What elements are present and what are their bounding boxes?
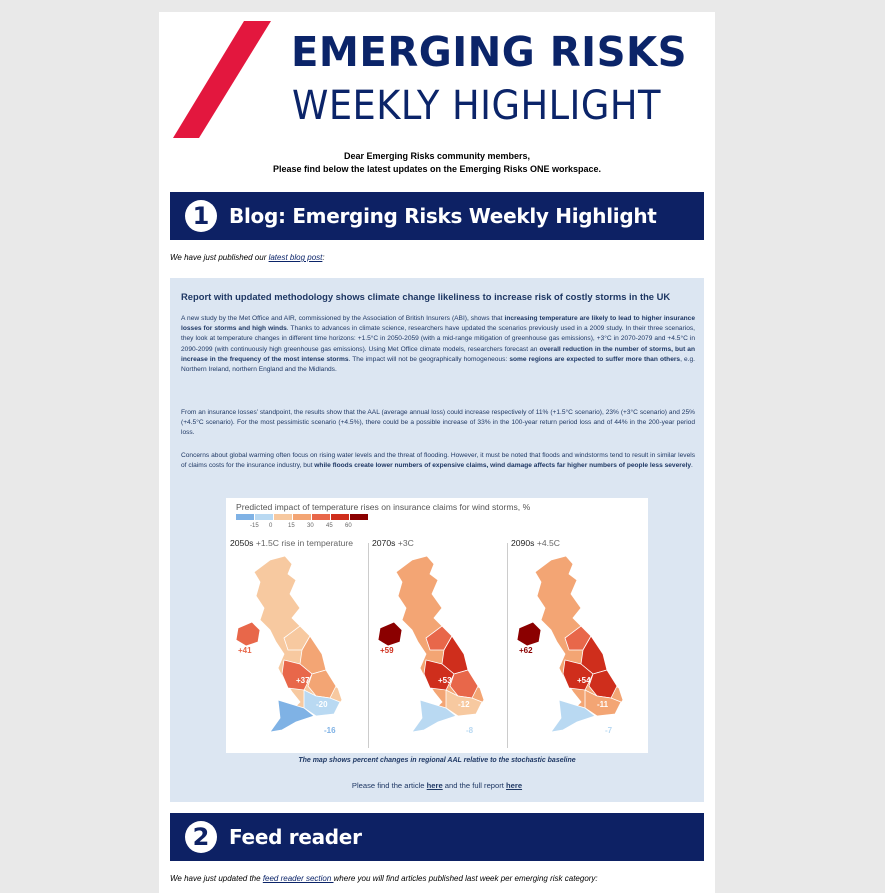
bold-text: increasing temperature are likely to lead to higher insurance losses for storms and high winds <box>181 315 695 333</box>
red-slash-logo <box>159 12 279 142</box>
blog-paragraph-1 <box>181 314 695 375</box>
region-value-label: +41 <box>238 646 252 655</box>
greeting-line2: Please find below the latest updates on the Emerging Risks ONE workspace. <box>272 164 602 174</box>
find-article-line: Please find the article here and the full report here <box>351 781 523 790</box>
region-value-label: -16 <box>324 726 336 735</box>
text-run: Concerns about global warming often focus on rising water levels and the threat of flooding. However, it must be noted that floods and windstorms tend to result in similar levels of claims costs for the insurance industry, but <box>181 452 695 470</box>
legend-swatch <box>293 514 311 520</box>
text-run: A new study by the Met Office and AIR, commissioned by the Association of British Insurers (ABI), shows that <box>181 315 505 322</box>
map-panel-2050s <box>230 538 366 748</box>
text-run: . Thanks to advances in climate science, researchers have updated the scenarios previously used in a 2009 study. In their three scenarios, they look at temperature changes in different time horizons: +1.5°C in 2050-2059 (with a mid-range mitigation of greenhouse gas emissions), +3°C in 2070-2079 and +4.5°C in 2090-2099 (with continuously high greenhouse gas emissions). Using Met Office climate models, researchers forecast an <box>181 325 695 353</box>
text-run: . <box>691 462 693 470</box>
panel-scenario: +1.5C rise in temperature <box>255 538 354 548</box>
legend-swatch <box>255 514 273 520</box>
bold-text: overall reduction in the number of storms, but an increase in the frequency of the most intense storms <box>181 345 696 363</box>
bold-text: some regions are expected to suffer more than others <box>509 355 681 363</box>
map-panel-label <box>372 538 414 548</box>
region-value-label: +62 <box>519 646 533 655</box>
panel-period: 2090s <box>511 538 537 548</box>
color-legend <box>236 514 369 520</box>
legend-tick-label: 15 <box>288 523 295 529</box>
legend-tick-label: 0 <box>269 523 273 529</box>
region-value-label: -20 <box>316 700 328 709</box>
newsletter-page <box>159 12 715 893</box>
blog-post-box <box>170 278 704 802</box>
greeting <box>159 150 715 176</box>
blog-heading: Report with updated methodology shows climate change likeliness to increase risk of costly storms in the UK <box>181 291 671 302</box>
region-value-label: +54 <box>577 676 591 685</box>
section-title: Blog: Emerging Risks Weekly Highlight <box>229 204 657 228</box>
figure-caption: The map shows percent changes in regional AAL relative to the stochastic baseline <box>298 757 576 764</box>
full-report-link[interactable]: here <box>506 781 523 790</box>
legend-swatch <box>236 514 254 520</box>
map-panel-2070s <box>372 538 508 748</box>
section-banner-feed-reader <box>170 813 704 861</box>
panel-scenario: +3C <box>397 538 414 548</box>
feed-reader-intro: We have just updated the feed reader section where you will find articles published last week per emerging risk category: <box>170 874 598 883</box>
legend-tick-label: 45 <box>326 523 333 529</box>
map-panel-label <box>230 538 353 548</box>
blog-paragraph-3 <box>181 451 695 471</box>
figure-title: Predicted impact of temperature rises on insurance claims for wind storms, % <box>236 502 531 512</box>
header-title-line1: EMERGING RISKS <box>291 28 688 76</box>
feed-reader-section-link[interactable]: feed reader section <box>262 874 334 883</box>
legend-tick-label: 30 <box>307 523 314 529</box>
panel-divider <box>368 543 369 748</box>
latest-blog-post-link[interactable]: latest blog post <box>268 253 323 262</box>
panel-period: 2070s <box>372 538 398 548</box>
wind-storm-maps-figure <box>226 498 648 753</box>
section-title: Feed reader <box>229 825 362 849</box>
section-banner-blog <box>170 192 704 240</box>
greeting-line1: Dear Emerging Risks community members, <box>343 151 531 161</box>
region-value-label: -8 <box>466 726 474 735</box>
region-value-label: -7 <box>605 726 613 735</box>
legend-swatch <box>312 514 330 520</box>
section-number-badge: 2 <box>185 821 217 853</box>
bold-text: while floods create lower numbers of expensive claims, wind damage affects far higher numbers of people less severely <box>314 462 691 470</box>
article-link[interactable]: here <box>426 781 443 790</box>
legend-tick-label: 60 <box>345 523 352 529</box>
blog-paragraph-2: From an insurance losses’ standpoint, the results show that the AAL (average annual loss) could increase respectively of 11% (+1.5°C scenario), 23% (+3°C scenario) and 25% (+4.5°C scenario). For the most pessimistic scenario (+4.5%), there could be a possible increase of 33% in the 100-year return period loss and of 44% in the 200-year period loss. <box>181 409 695 437</box>
map-panel-2090s <box>511 538 647 748</box>
text-run: . The impact will not be geographically homogeneous: <box>348 355 510 363</box>
legend-swatch <box>331 514 349 520</box>
section-number-badge: 1 <box>185 200 217 232</box>
region-value-label: +59 <box>380 646 394 655</box>
text-run: , e.g. Northern Ireland, northern England and the Midlands. <box>181 355 695 374</box>
region-value-label: +37 <box>296 676 310 685</box>
newsletter-header <box>159 12 715 152</box>
region-value-label: -11 <box>597 700 609 709</box>
legend-swatch <box>350 514 368 520</box>
legend-swatch <box>274 514 292 520</box>
blog-intro: We have just published our latest blog post: <box>170 253 325 262</box>
region-value-label: -12 <box>458 700 470 709</box>
map-panel-label <box>511 538 560 548</box>
legend-tick-label: -15 <box>250 523 259 529</box>
panel-period: 2050s <box>230 538 256 548</box>
header-title-line2: WEEKLY HIGHLIGHT <box>292 83 661 129</box>
region-value-label: +53 <box>438 676 452 685</box>
panel-scenario: +4.5C <box>536 538 560 548</box>
